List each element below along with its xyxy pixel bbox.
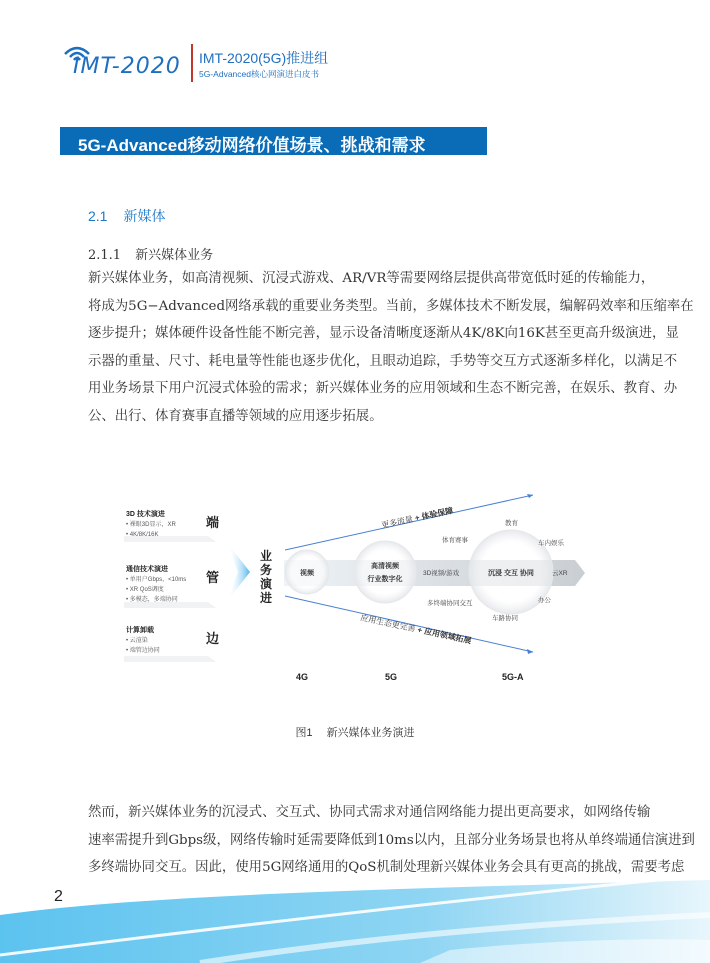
header-title: IMT-2020(5G)推进组	[199, 50, 329, 66]
header-divider	[191, 44, 193, 82]
label-sports: 体育赛事	[442, 537, 468, 544]
panel-item: • 单用户Gbps，<10ms	[126, 577, 187, 583]
figure-caption	[0, 724, 710, 740]
svg-text:演: 演	[260, 577, 273, 591]
footer-wave-decoration	[0, 860, 710, 963]
left-panel-edge	[124, 625, 219, 662]
evolution-diagram	[120, 480, 600, 695]
caption-label: 图1	[295, 727, 313, 739]
panel-item: • 裸眼3D显示，XR	[126, 522, 176, 528]
paragraph-line: 多终端协同交互。因此，使用5G网络通用的QoS机制处理新兴媒体业务会具有更高的挑战，需要考虑	[88, 860, 685, 875]
circle-4g-label: 视频	[300, 570, 314, 577]
label-3d-video: 3D视频/游戏	[423, 570, 460, 577]
paragraph-line: 逐步提升；媒体硬件设备性能不断完善，显示设备清晰度逐渐从4K/8K向16K甚至更高升级演进，显	[88, 326, 679, 341]
panel-item: • 云渲染	[126, 638, 148, 644]
caption-title: 新兴媒体业务演进	[326, 727, 415, 739]
figure-media-evolution	[120, 480, 600, 695]
panel-item: • XR QoS调度	[126, 587, 164, 593]
lower-arrow-label: 应用生态更完善 + 应用领域拓展	[359, 613, 473, 646]
paragraph-line: 示器的重量、尺寸、耗电量等性能也逐步优化，且眼动追踪，手势等交互方式逐渐多样化，以满足不	[88, 353, 678, 369]
evolution-label	[259, 549, 273, 605]
section-heading	[88, 206, 165, 226]
imt2020-logo	[59, 42, 189, 88]
section-title: 新媒体	[123, 208, 166, 224]
paragraph-line: 速率需提升到Gbps级，网络传输时延需要降低到10ms以内，且部分业务场景也将从单终端通信演进到	[88, 832, 695, 848]
svg-text:进: 进	[260, 591, 273, 605]
generation-5g: 5G	[385, 672, 398, 682]
panel-title: 3D 技术演进	[126, 511, 165, 518]
panel-tag: 边	[206, 631, 220, 646]
page-number: 2	[54, 888, 63, 905]
panel-title: 通信技术演进	[126, 566, 168, 573]
paragraph-line: 然而，新兴媒体业务的沉浸式、交互式、协同式需求对通信网络能力提出更高要求，如网络传输	[88, 805, 651, 820]
label-cloud-xr: 云XR	[552, 570, 568, 577]
section-number: 2.1	[88, 208, 108, 224]
label-education: 教育	[505, 520, 518, 527]
panel-item: • 4K/8K/16K	[126, 532, 159, 538]
panel-tag: 端	[206, 515, 220, 530]
panel-item: • 多模态，多端协同	[126, 597, 178, 603]
label-v2x: 车路协同	[492, 615, 518, 622]
header-subtitle: 5G-Advanced核心网演进白皮书	[199, 69, 319, 79]
panel-item: • 端管边协同	[126, 648, 160, 654]
page-header	[55, 40, 355, 90]
paragraph-1	[88, 265, 694, 430]
circle-5g-label-1: 高清视频	[371, 563, 399, 570]
paragraph-line: 公、出行、体育赛事直播等领域的应用逐步拓展。	[88, 408, 383, 424]
paragraph-line: 新兴媒体业务，如高清视频、沉浸式游戏、AR/VR等需要网络层提供高带宽低时延的传输能力，	[88, 271, 655, 286]
panel-title: 计算卸载	[126, 627, 154, 634]
subsection-heading	[88, 244, 213, 263]
chapter-title-bar	[60, 127, 487, 155]
label-car-entertainment: 车内娱乐	[538, 540, 564, 547]
chapter-title: 5G-Advanced移动网络价值场景、挑战和需求	[78, 136, 426, 155]
logo-wordmark: IMT-2020	[73, 54, 181, 79]
chevron-arrow-icon	[228, 544, 250, 600]
paragraph-line: 用业务场景下用户沉浸式体验的需求；新兴媒体业务的应用领域和生态不断完善，在娱乐、教育、办	[88, 381, 678, 396]
subsection-title: 新兴媒体业务	[135, 248, 214, 263]
circle-5ga-label: 沉浸 交互 协同	[488, 570, 534, 577]
svg-text:业: 业	[260, 549, 273, 563]
svg-text:务: 务	[260, 563, 273, 577]
upper-arrow-label: 更多流量 + 体验保障	[380, 505, 454, 530]
circle-5g-label-2: 行业数字化	[367, 576, 403, 583]
left-panel-terminal	[124, 509, 219, 542]
paragraph-line: 将成为5G−Advanced网络承载的重要业务类型。当前，多媒体技术不断发展，编解码效率和压缩率在	[88, 298, 694, 314]
circle-5g	[354, 541, 416, 603]
subsection-number: 2.1.1	[88, 248, 122, 263]
left-panel-pipe	[124, 564, 219, 608]
label-office: 办公	[538, 597, 551, 604]
generation-4g: 4G	[296, 672, 309, 682]
generation-5ga: 5G-A	[502, 672, 524, 682]
label-multi-terminal: 多终端协同交互	[427, 600, 473, 607]
panel-tag: 管	[206, 570, 220, 585]
panel-shadow	[124, 656, 216, 662]
